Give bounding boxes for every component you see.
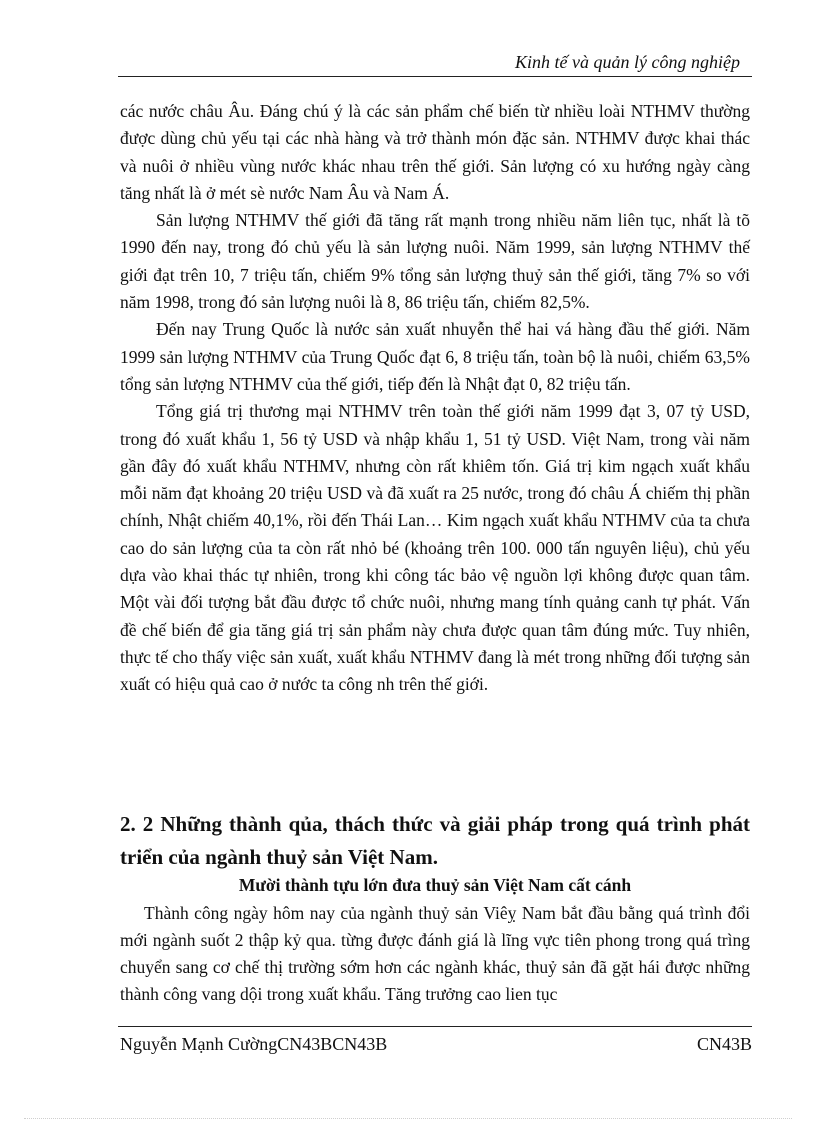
section-heading: 2. 2 Những thành qủa, thách thức và giải pháp trong quá trình phát triển của ngành thuỷ sản Việt Nam. [120,812,750,869]
header-rule [118,76,752,77]
section-body [120,900,750,1008]
section-subheading: Mười thành tựu lớn đưa thuỷ sản Việt Nam cất cánh [238,875,632,895]
paragraph-4: Tổng giá trị thương mại NTHMV trên toàn thế giới năm 1999 đạt 3, 07 tỷ USD, trong đó xuất khẩu 1, 56 tỷ USD và nhập khẩu 1, 51 tỷ USD. Việt Nam, trong vài năm gần đây đó xuất khẩu NTHMV, nhưng còn rất khiêm tốn. Giá trị kim ngạch xuất khẩu mỗi năm đạt khoảng 20 triệu USD và đã xuất ra 25 nước, trong đó châu Á chiếm thị phần chính, Nhật chiếm 40,1%, rồi đến Thái Lan… Kim ngạch xuất khẩu NTHMV của ta chưa cao do sản lượng của ta còn rất nhỏ bé (khoảng trên 100. 000 tấn nguyên liệu), chủ yếu dựa vào khai thác tự nhiên, trong khi công tác bảo vệ nguồn lợi không được quan tâm. Một vài đối tượng bắt đầu được tổ chức nuôi, nhưng mang tính quảng canh tự phát. Vấn đề chế biến để gia tăng giá trị sản phẩm này chưa được quan tâm đúng mức. Tuy nhiên, thực tế cho thấy việc sản xuất, xuất khẩu NTHMV đang là mét trong những đối tượng sản xuất có hiệu quả cao ở nước ta công nh trên thế giới. [120,401,750,695]
footer-class-code: CN43B [696,1034,752,1054]
paragraph-3: Đến nay Trung Quốc là nước sản xuất nhuyễn thể hai vá hàng đầu thế giới. Năm 1999 sản lượng NTHMV của Trung Quốc đạt 6, 8 triệu tấn, toàn bộ là nuôi, chiếm 63,5% tổng sản lượng NTHMV của thế giới, tiếp đến là Nhật đạt 0, 82 triệu tấn. [120,319,750,394]
page-edge-divider [24,1118,792,1119]
paragraph-5: Thành công ngày hôm nay của ngành thuỷ sản Viêỵ Nam bắt đầu bằng quá trình đổi mới ngành suốt 2 thập kỷ qua. từng được đánh giá là lĩng vực tiên phong trong quá trìng chuyển sang cơ chế thị trường sớm hơn các ngành khác, thuỷ sản đã gặt hái được những thành công vang dội trong xuất khẩu. Tăng trưởng cao lien tục [120,903,750,1004]
body-text [120,98,750,699]
paragraph-1: các nước châu Âu. Đáng chú ý là các sản phẩm chế biến từ nhiều loài NTHMV thường được dùng chủ yếu tại các nhà hàng và trở thành món đặc sản. NTHMV được khai thác và nuôi ở nhiều vùng nước khác nhau trên thế giới. Sản lượng có xu hướng ngày càng tăng nhất là ở mét sè nước Nam Âu và Nam Á. [120,101,750,203]
running-header: Kinh tế và quản lý công nghiệp [515,52,740,72]
footer-author: Nguyễn Mạnh CườngCN43BCN43B [120,1034,388,1054]
footer-rule [118,1026,752,1027]
paragraph-2: Sản lượng NTHMV thế giới đã tăng rất mạnh trong nhiều năm liên tục, nhất là tõ 1990 đến nay, trong đó chủ yếu là sản lượng nuôi. Năm 1999, sản lượng NTHMV thế giới đạt trên 10, 7 triệu tấn, chiếm 9% tổng sản lượng thuỷ sản thế giới, tăng 7% so với năm 1998, trong đó sản lượng nuôi là 8, 86 triệu tấn, chiếm 82,5%. [120,210,750,313]
